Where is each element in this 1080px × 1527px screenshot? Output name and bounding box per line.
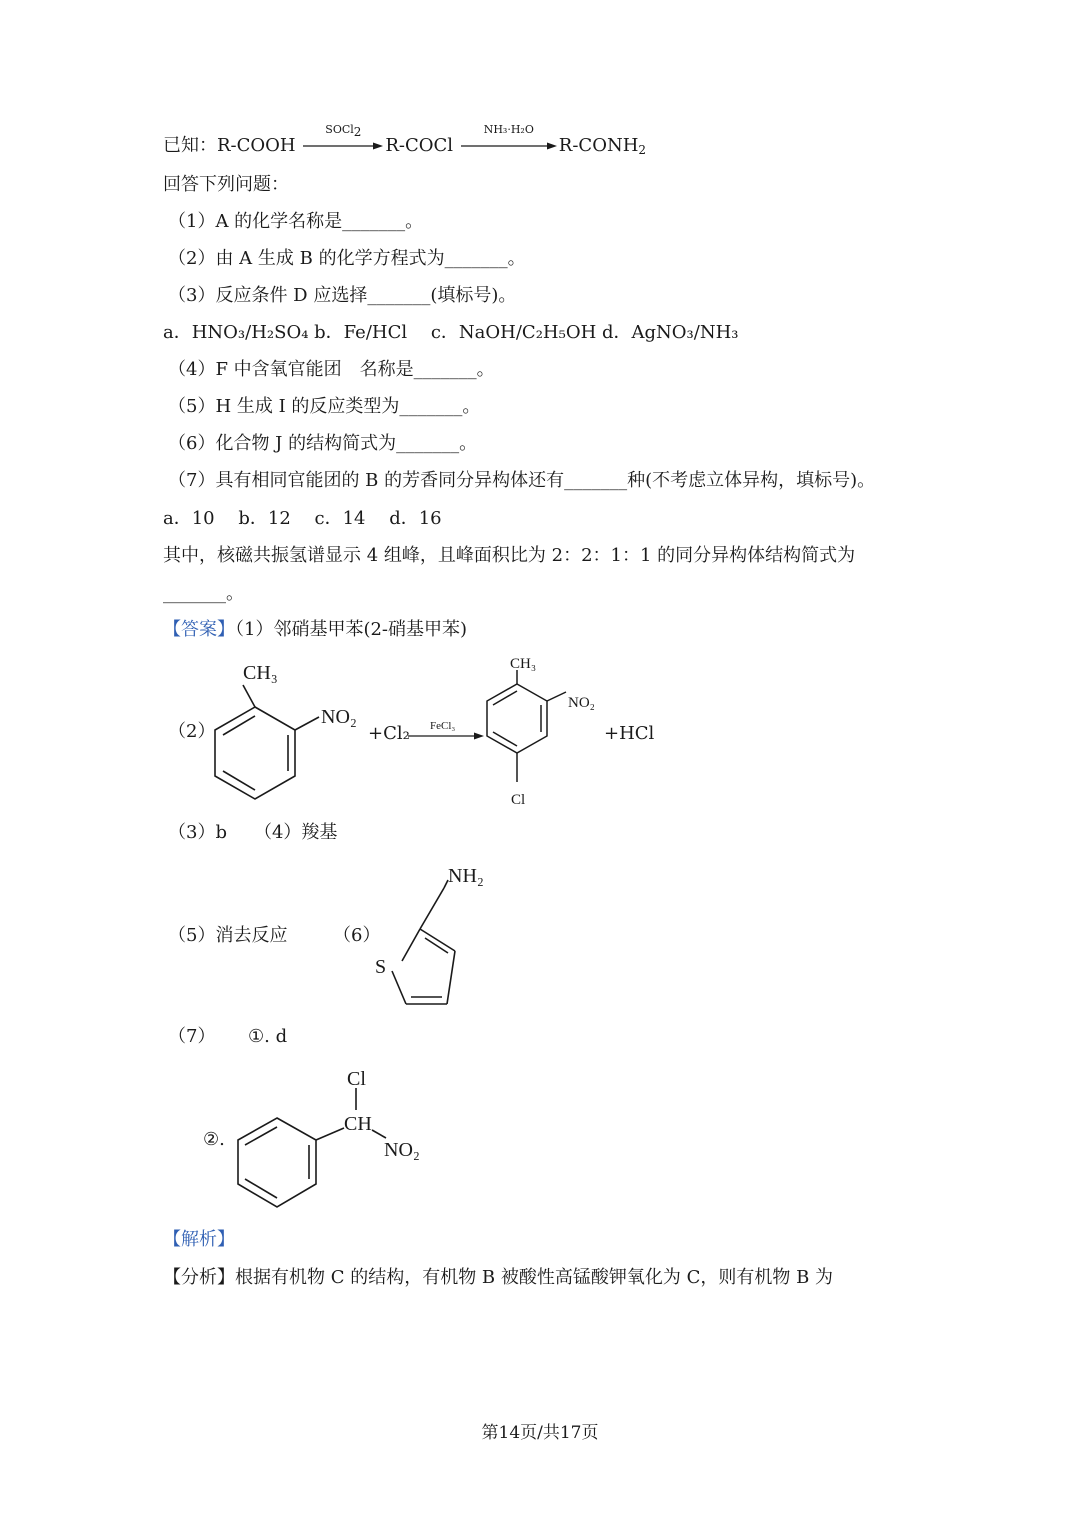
page-footer: 第14页/共17页 — [481, 1423, 599, 1443]
answer-7-label: （7） — [168, 1026, 216, 1047]
plus-cl2: +Cl₂ — [368, 723, 410, 744]
question-1: （1）A 的化学名称是_______。 — [168, 211, 424, 232]
svg-text:CH₃ — [510, 656, 536, 672]
svg-text:NO₂ — [384, 1139, 420, 1161]
question-3: （3）反应条件 D 应选择_______(填标号)。 — [168, 285, 517, 306]
known-product: R-CONH — [558, 135, 639, 156]
answer-7-part-1: ①. d — [248, 1026, 288, 1047]
known-reactant: R-COOH — [217, 135, 296, 156]
ch3-label: CH₃ — [243, 662, 278, 684]
question-7-blank: _______。 — [163, 583, 244, 604]
analysis-text-tag: 【分析】 — [163, 1267, 235, 1288]
reagent-2: NH₃·H₂O — [483, 123, 534, 136]
product-cl-label: Cl — [511, 792, 526, 808]
catalyst-label: FeCl₃ — [430, 720, 456, 732]
prompt: 回答下列问题： — [163, 174, 289, 195]
question-4: （4）F 中含氧官能团 名称是_______。 — [168, 359, 495, 380]
answer-5: （5）消去反应 — [168, 925, 288, 946]
question-3-options: a．HNO₃/H₂SO₄ b．Fe/HCl c．NaOH/C₂H₅OH d．AgNO₃/NH₃ — [163, 322, 739, 343]
analysis-text-line — [163, 1266, 833, 1290]
svg-text:CH — [344, 1113, 372, 1135]
svg-text:NO₂ — [321, 706, 357, 728]
chloronitromethylbenzene-structure — [230, 1062, 450, 1212]
question-7-extra: 其中，核磁共振氢谱显示 4 组峰，且峰面积比为 2：2：1：1 的同分异构体结构简式为 — [163, 545, 856, 566]
question-2: （2）由 A 生成 B 的化学方程式为_______。 — [168, 248, 526, 269]
product-ch3-label: CH₃ — [510, 656, 537, 672]
answer-tag: 【答案】 — [163, 619, 235, 640]
question-6: （6）化合物 J 的结构简式为_______。 — [168, 433, 478, 454]
svg-text:S — [375, 956, 386, 978]
a7-ch-label: CH — [344, 1113, 372, 1135]
arrow-2-shape — [461, 141, 557, 151]
known-reaction: 已知：R-COOH SOCl$_2$ R-COCl NH₃·H₂O $R-CONH_2$ — [163, 134, 646, 158]
answer-6-label: （6） — [333, 925, 381, 946]
o-nitrotoluene-structure — [205, 655, 385, 805]
known-prefix: 已知： — [163, 135, 217, 156]
analysis-text: 根据有机物 C 的结构，有机物 B 被酸性高锰酸钾氧化为 C，则有机物 B 为 — [235, 1267, 834, 1288]
arrow-2 — [461, 123, 557, 158]
question-7: （7）具有相同官能团的 B 的芳香同分异构体还有_______种(不考虑立体异构，填标号)。 — [168, 470, 876, 491]
a7-cl-label: Cl — [347, 1068, 366, 1090]
svg-text:NH₂ — [448, 865, 484, 887]
plus-hcl: +HCl — [604, 723, 655, 744]
reagent-1: SOCl — [325, 123, 354, 136]
question-7-options: a．10 b．12 c．14 d．16 — [163, 508, 442, 529]
answer-1-line — [163, 618, 467, 642]
analysis-tag: 【解析】 — [163, 1229, 235, 1250]
svg-text:Cl — [347, 1068, 366, 1090]
arrow-1: SOCl$_2$ — [303, 134, 383, 158]
svg-text:NO₂ — [568, 695, 595, 711]
answer-7-part-2-label: ②. — [203, 1129, 225, 1150]
arrow-1-shape — [303, 141, 383, 151]
known-intermediate: R-COCl — [385, 135, 454, 156]
sulfur-label: S — [375, 956, 387, 978]
answer-1: （1）邻硝基甲苯(2-硝基甲苯) — [235, 619, 468, 640]
svg-text:FeCl₃ — [430, 720, 455, 732]
product-no2-label: NO₂ — [568, 695, 595, 711]
answer-3-4: （3）b （4）羧基 — [168, 822, 338, 843]
thiophene-methylamine-structure — [370, 858, 510, 1018]
fecl3-arrow — [408, 718, 488, 748]
svg-text:Cl — [511, 792, 525, 808]
svg-text:CH₃ — [243, 662, 278, 684]
nh2-label: NH₂ — [448, 865, 484, 887]
no2-label: NO₂ — [321, 706, 357, 728]
answer-2-label: （2） — [168, 721, 216, 742]
question-5: （5）H 生成 I 的反应类型为_______。 — [168, 396, 481, 417]
a7-no2-label: NO₂ — [384, 1139, 420, 1161]
